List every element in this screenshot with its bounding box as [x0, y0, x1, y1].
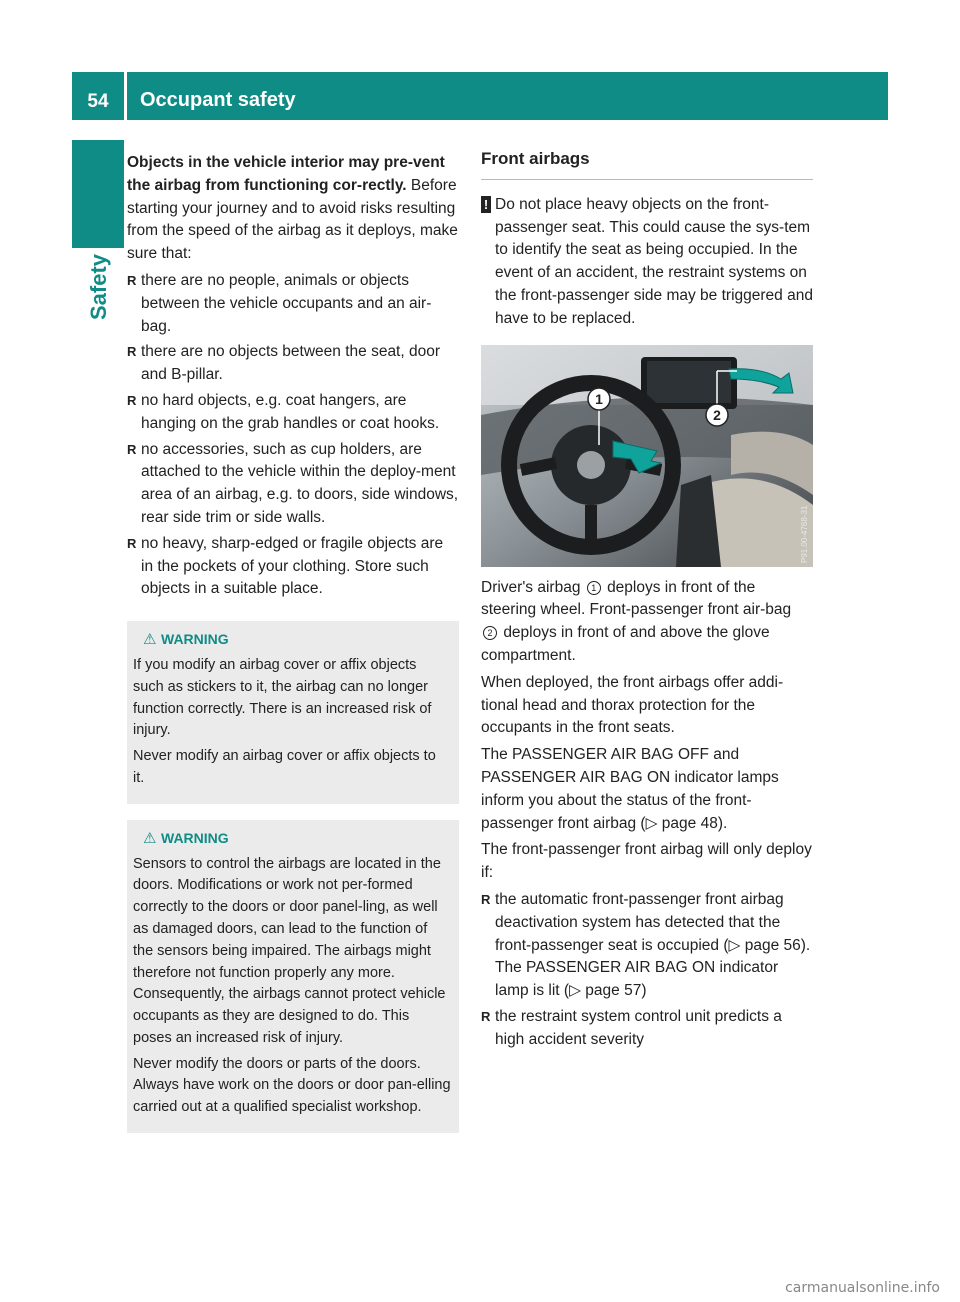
objects-list — [127, 270, 459, 601]
exclamation-icon: ! — [481, 196, 491, 213]
warning-heading — [133, 629, 451, 651]
text-span: deploys in front of and above the glove compartment. — [481, 624, 770, 664]
indicator-paragraph: The PASSENGER AIR BAG OFF and PASSENGER AIR BAG ON indicator lamps inform you about the status of the front-passenger front airbag (▷ page 48). — [481, 746, 779, 832]
watermark: carmanualsonline.info — [785, 1280, 940, 1296]
protection-paragraph: When deployed, the front airbags offer addi-tional head and thorax protection for the occupants in the front seats. — [481, 673, 784, 737]
cockpit-airbag-figure — [481, 345, 813, 567]
chapter-label: Safety — [86, 253, 111, 320]
warning-title: WARNING — [161, 631, 229, 648]
warning-title: WARNING — [161, 829, 229, 846]
warning-triangle-icon: ⚠ — [143, 829, 157, 847]
page-number: 54 — [87, 91, 109, 112]
notice-text: Do not place heavy objects on the front-passenger seat. This could cause the sys-tem to identify the seat as being occupied. In the event of an accident, the restraint systems on the front-passenger side may be triggered and have to be replaced. — [495, 195, 813, 327]
front-airbags-heading: Front airbags — [481, 148, 813, 180]
warning-text: Never modify an airbag cover or affix objects to it. — [133, 748, 436, 786]
callout-2-icon: 2 — [483, 626, 497, 640]
list-item: R the restraint system control unit predicts a high accident severity — [481, 1006, 813, 1052]
callout-1-icon: 1 — [587, 581, 601, 595]
deploy-conditions-list — [481, 889, 813, 1052]
figure-callout-1: 1 — [595, 390, 603, 407]
warning-text: Sensors to control the airbags are located in the doors. Modifications or work not per-formed correctly to the doors or door panel-ling, as well as damaged doors, can lead to the function of the sensors being impaired. The airbags might therefore not function properly any more. Consequently, the airbags cannot protect vehicle occupants as they are designed to do. This poses an increased risk of injury. — [133, 855, 446, 1046]
list-item: R no accessories, such as cup holders, are attached to the vehicle within the deploy-ment area of an airbag, e.g. to doors, side windows, rear side trim or side walls. — [127, 439, 459, 530]
intro-rest: Before starting your journey and to avoid risks resulting from the speed of the airbag as it deploys, make sure that: — [127, 176, 458, 263]
warning-heading — [133, 828, 451, 850]
figure-code: P91.00-4768-31 — [800, 505, 809, 563]
text-span: Driver's airbag — [481, 578, 581, 596]
warning-box-door-sensors — [127, 820, 459, 1133]
list-item: R there are no objects between the seat, door and B-pillar. — [127, 341, 459, 387]
warning-triangle-icon: ⚠ — [143, 631, 157, 649]
airbag-location-paragraph — [481, 577, 813, 668]
list-item: R no heavy, sharp-edged or fragile objects are in the pockets of your clothing. Store such objects in a suitable place. — [127, 533, 459, 601]
material-damage-notice — [481, 194, 813, 331]
list-item: R no hard objects, e.g. coat hangers, are hanging on the grab handles or coat hooks. — [127, 390, 459, 436]
header-divider — [124, 72, 127, 120]
right-column — [481, 149, 813, 1056]
warning-text: If you modify an airbag cover or affix objects such as stickers to it, the airbag can no longer function correctly. There is an increased risk of injury. — [133, 656, 432, 739]
figure-callout-2: 2 — [713, 406, 721, 423]
list-item: R there are no people, animals or objects between the vehicle occupants and an air-bag. — [127, 270, 459, 338]
warning-text: Never modify the doors or parts of the doors. Always have work on the doors or door pan-elling carried out at a qualified specialist workshop. — [133, 1055, 451, 1116]
intro-bold: Objects in the vehicle interior may pre-vent the airbag from functioning cor-rectly. — [127, 154, 445, 194]
intro-paragraph — [127, 152, 459, 266]
section-title: Occupant safety — [140, 89, 296, 111]
list-item: R the automatic front-passenger front airbag deactivation system has detected that the front-passenger seat is occupied (▷ page 56). The PASSENGER AIR BAG ON indicator lamp is lit (▷ page 57) — [481, 889, 813, 1003]
left-column — [127, 152, 459, 1133]
chapter-tab — [72, 140, 124, 248]
deploy-condition-paragraph: The front-passenger front airbag will only deploy if: — [481, 841, 812, 882]
warning-box-airbag-cover — [127, 621, 459, 804]
text-span: deploys in front of the steering wheel. Front-passenger front air-bag — [481, 578, 792, 619]
